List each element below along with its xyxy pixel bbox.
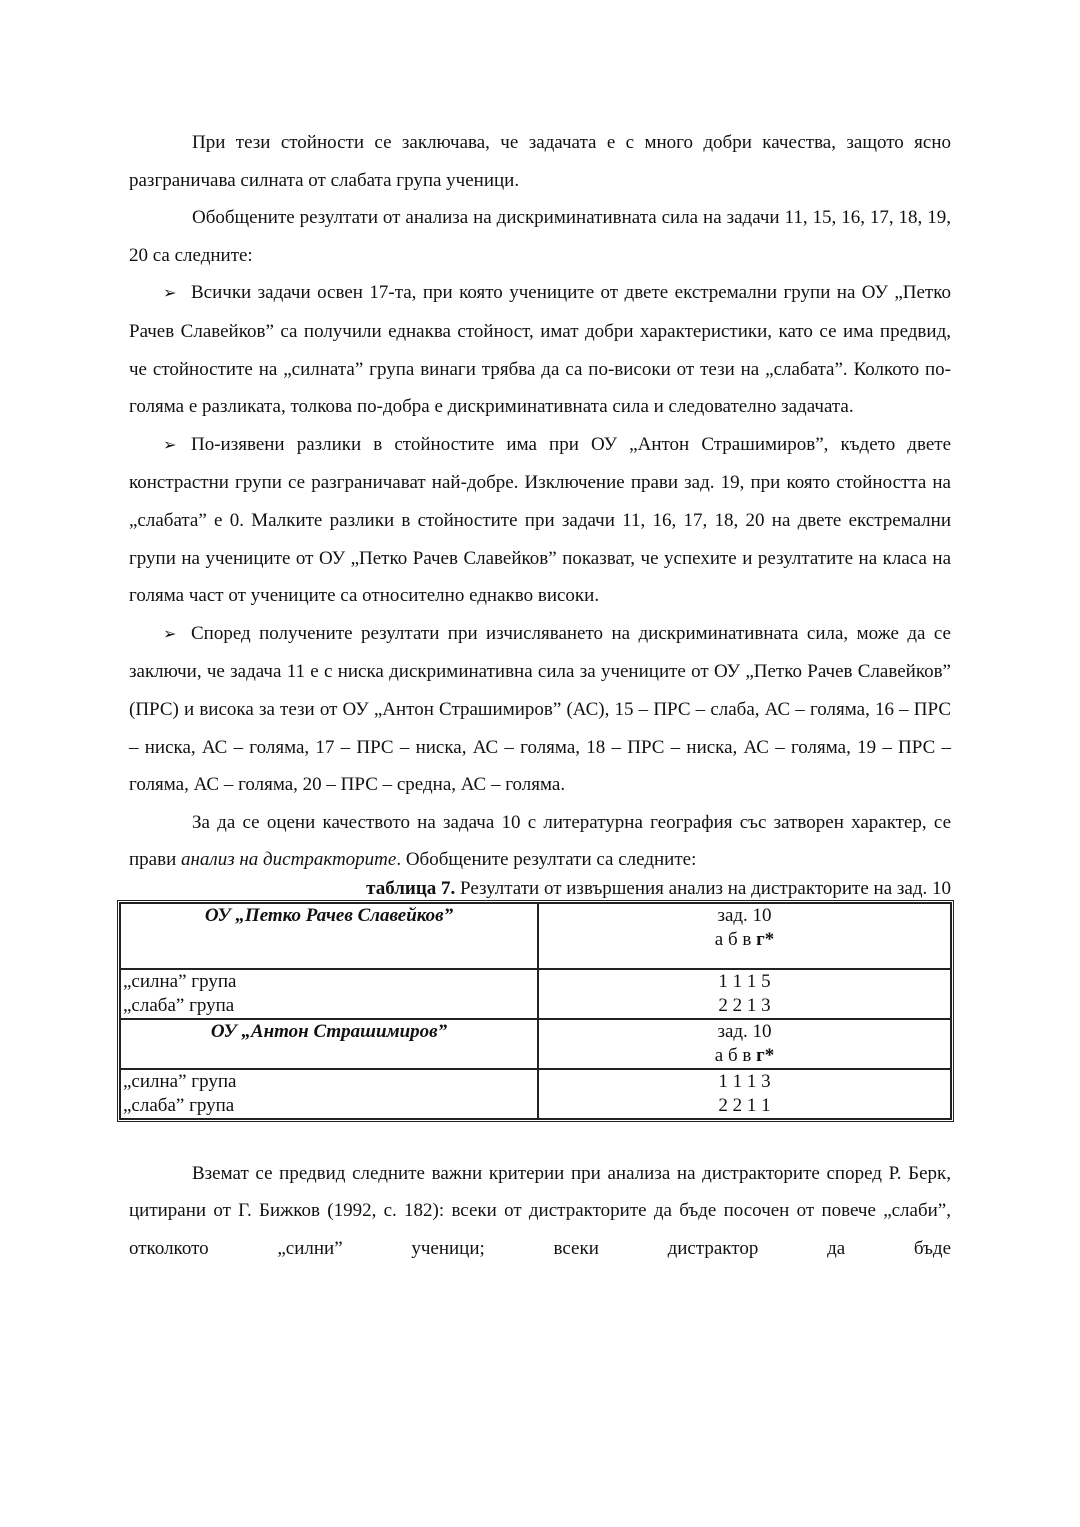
arrow-bullet-icon: ➢ <box>163 436 177 454</box>
group-values-cell: 1 1 1 5 2 2 1 3 <box>538 969 951 1019</box>
distractor-table <box>117 900 954 1122</box>
bullet-text: Според получените резултати при изчисляването на дискриминативната сила, може да се заключи, че задача 11 е с ниска дискриминативна сила за учениците от ОУ „Петко Рачев Славейков” (ПРС) и висока за тези от ОУ „Антон Страшимиров” (АС), 15 – ПРС – слаба, АС – голяма, 16 – ПРС – ниска, АС – голяма, 17 – ПРС – ниска, АС – голяма, 18 – ПРС – ниска, АС – голяма, 19 – ПРС – голяма, АС – голяма, 20 – ПРС – средна, АС – голяма. <box>129 622 951 796</box>
document-page <box>123 124 951 1268</box>
bullet-text: По-изявени разлики в стойностите има при ОУ „Антон Страшимиров”, където двете констрастни групи се разграничават най-добре. Изключение прави зад. 19, при която стойността на „слабата” е 0. Малките разлики в стойностите при задачи 11, 16, 17, 18, 20 на двете екстремални групи на учениците от ОУ „Петко Рачев Славейков” показват, че успехите и резултатите на класа на голяма част от учениците са относително еднакво високи. <box>129 433 951 607</box>
group-values-cell: 1 1 1 3 2 2 1 1 <box>538 1069 951 1119</box>
group-label-cell: „силна” група „слаба” група <box>120 1069 538 1119</box>
paragraph-2: Обобщените резултати от анализа на дискриминативната сила на задачи 11, 15, 16, 17, 18, 19, 20 са следните: <box>129 207 951 266</box>
arrow-bullet-icon: ➢ <box>163 625 177 643</box>
table-row <box>120 1069 951 1119</box>
table-caption: таблица 7. Резултати от извършения анализ на дистракторите на зад. 10 <box>366 877 951 899</box>
school-name-cell: ОУ „Петко Рачев Славейков” <box>120 903 538 969</box>
table-row <box>120 1019 951 1069</box>
bullet-item-2 <box>129 426 951 615</box>
table-row <box>120 969 951 1019</box>
bullet-item-1 <box>129 274 951 425</box>
task-header-cell: зад. 10 а б в г* <box>538 1019 951 1069</box>
task-header-cell: зад. 10 а б в г* <box>538 903 951 969</box>
group-label-cell: „силна” група „слаба” група <box>120 969 538 1019</box>
paragraph-3: За да се оцени качеството на задача 10 с литературна география със затворен характер, се прави анализ на дистракторите. Обобщените резултати са следните: <box>129 811 951 871</box>
emphasis-text: анализ на дистракторите <box>181 849 397 871</box>
school-name-cell: ОУ „Антон Страшимиров” <box>120 1019 538 1069</box>
paragraph-1: При тези стойности се заключава, че задачата е с много добри качества, защото ясно разграничава силната от слабата група ученици. <box>129 132 951 191</box>
bullet-item-3 <box>129 615 951 804</box>
table-row <box>120 903 951 969</box>
paragraph-4: Вземат се предвид следните важни критерии при анализа на дистракторите според Р. Берк, цитирани от Г. Бижков (1992, с. 182): всеки от дистракторите да бъде посочен от повече „слаби”, отколкото „силни” ученици; всеки дистрактор да бъде <box>129 1162 951 1260</box>
bullet-text: Всички задачи освен 17-та, при която учениците от двете екстремални групи на ОУ „Петко Рачев Славейков” са получили еднаква стойност, имат добри характеристики, като се има предвид, че стойностите на „силната” група винаги трябва да са по-високи от тези на „слабата”. Колкото по-голяма е разликата, толкова по-добра е дискриминативната сила и следователно задачата. <box>129 282 951 418</box>
arrow-bullet-icon: ➢ <box>163 285 177 303</box>
